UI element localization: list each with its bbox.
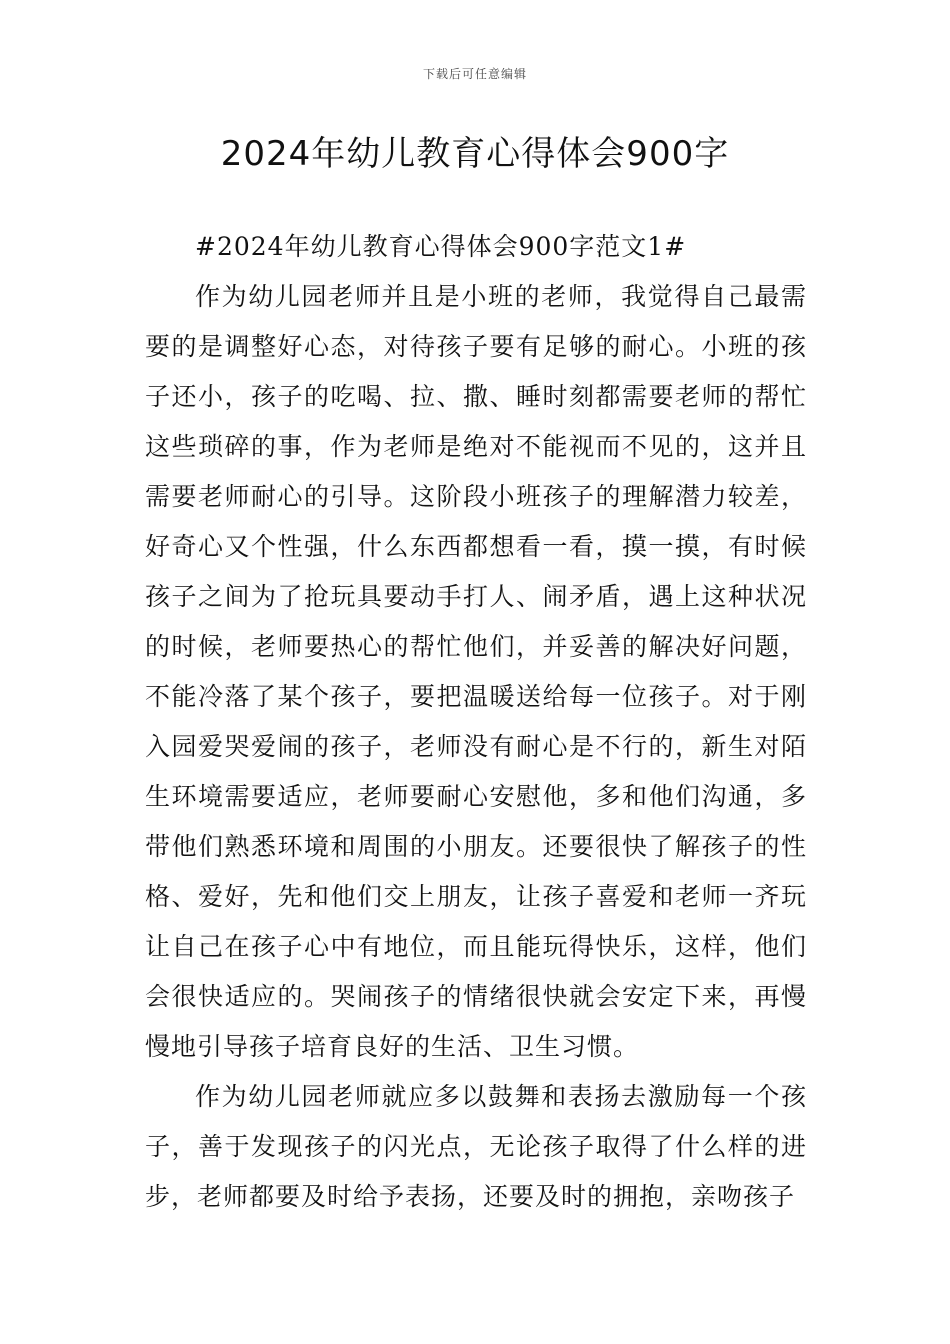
paragraph-1: 作为幼儿园老师并且是小班的老师，我觉得自己最需要的是调整好心态，对待孩子要有足够的耐心。小班的孩子还小，孩子的吃喝、拉、撒、睡时刻都需要老师的帮忙这些琐碎的事，作为老师是绝对不能视而不见的，这并且需要老师耐心的引导。这阶段小班孩子的理解潜力较差，好奇心又个性强，什么东西都想看一看，摸一摸，有时候孩子之间为了抢玩具要动手打人、闹矛盾，遇上这种状况的时候，老师要热心的帮忙他们，并妥善的解决好问题，不能冷落了某个孩子，要把温暖送给每一位孩子。对于刚入园爱哭爱闹的孩子，老师没有耐心是不行的，新生对陌生环境需要适应，老师要耐心安慰他，多和他们沟通，多带他们熟悉环境和周围的小朋友。还要很快了解孩子的性格、爱好，先和他们交上朋友，让孩子喜爱和老师一齐玩让自己在孩子心中有地位，而且能玩得快乐，这样，他们会很快适应的。哭闹孩子的情绪很快就会安定下来，再慢慢地引导孩子培育良好的生活、卫生习惯。 — [145, 282, 807, 1061]
paragraph-2: 作为幼儿园老师就应多以鼓舞和表扬去激励每一个孩子，善于发现孩子的闪光点，无论孩子取得了什么样的进步，老师都要及时给予表扬，还要及时的拥抱，亲吻孩子 — [145, 1082, 807, 1211]
document-body — [145, 222, 807, 1222]
section-subheading: #2024年幼儿教育心得体会900字范文1# — [195, 232, 687, 261]
document-title: 2024年幼儿教育心得体会900字 — [220, 134, 730, 174]
header-note: 下载后可任意编辑 — [422, 67, 527, 81]
